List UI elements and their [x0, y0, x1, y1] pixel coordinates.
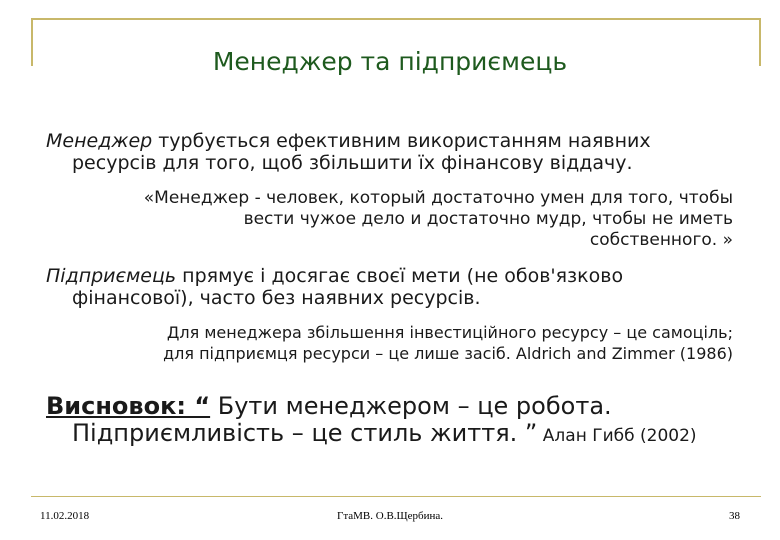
- quote-aldrich-line2: для підприємця ресурси – це лише засіб. Aldrich and Zimmer (1986): [163, 344, 733, 363]
- quote-manager-line2: вести чужое дело и достаточно мудр, чтобы не иметь: [243, 209, 733, 229]
- paragraph-manager-line1: [46, 130, 746, 152]
- manager-term: Менеджер: [46, 130, 153, 152]
- conclusion-line2: [46, 420, 766, 450]
- frame-top-line: [31, 18, 761, 20]
- quote-aldrich-zimmer: [53, 322, 733, 364]
- paragraph-manager-line2: ресурсів для того, щоб збільшити їх фінансову віддачу.: [72, 152, 633, 174]
- quote-manager-line3: собственного. »: [589, 230, 733, 250]
- paragraph-entrepreneur-line2: фінансової), часто без наявних ресурсів.: [72, 287, 481, 309]
- entrepreneur-definition: прямує і досягає своєї мети (не обов'язково: [176, 265, 624, 287]
- conclusion-text1: Бути менеджером – це робота.: [210, 392, 612, 420]
- paragraph-entrepreneur-line1: [46, 265, 746, 287]
- quote-manager-line1: «Менеджер - человек, который достаточно умен для того, чтобы: [143, 188, 733, 208]
- conclusion: [46, 393, 766, 450]
- quote-aldrich-line1: Для менеджера збільшення інвестиційного ресурсу – це самоціль;: [166, 323, 733, 342]
- slide-title: Менеджер та підприємець: [212, 46, 568, 76]
- paragraph-manager: [46, 130, 746, 174]
- conclusion-text2: Підприємливість – це стиль життя. ”: [72, 419, 538, 447]
- footer-author: ГтаМВ. О.В.Щербина.: [336, 510, 444, 522]
- footer-divider: [31, 496, 761, 497]
- conclusion-line1: [46, 393, 766, 420]
- footer-page-number: 38: [729, 510, 740, 522]
- conclusion-label: Висновок: “: [46, 392, 211, 420]
- entrepreneur-term: Підприємець: [46, 265, 177, 287]
- quote-manager: [93, 188, 733, 251]
- paragraph-entrepreneur: [46, 265, 746, 309]
- manager-definition: турбується ефективним використанням наявних: [152, 130, 651, 152]
- conclusion-author: Алан Гибб (2002): [537, 426, 697, 446]
- footer-date: 11.02.2018: [40, 510, 90, 522]
